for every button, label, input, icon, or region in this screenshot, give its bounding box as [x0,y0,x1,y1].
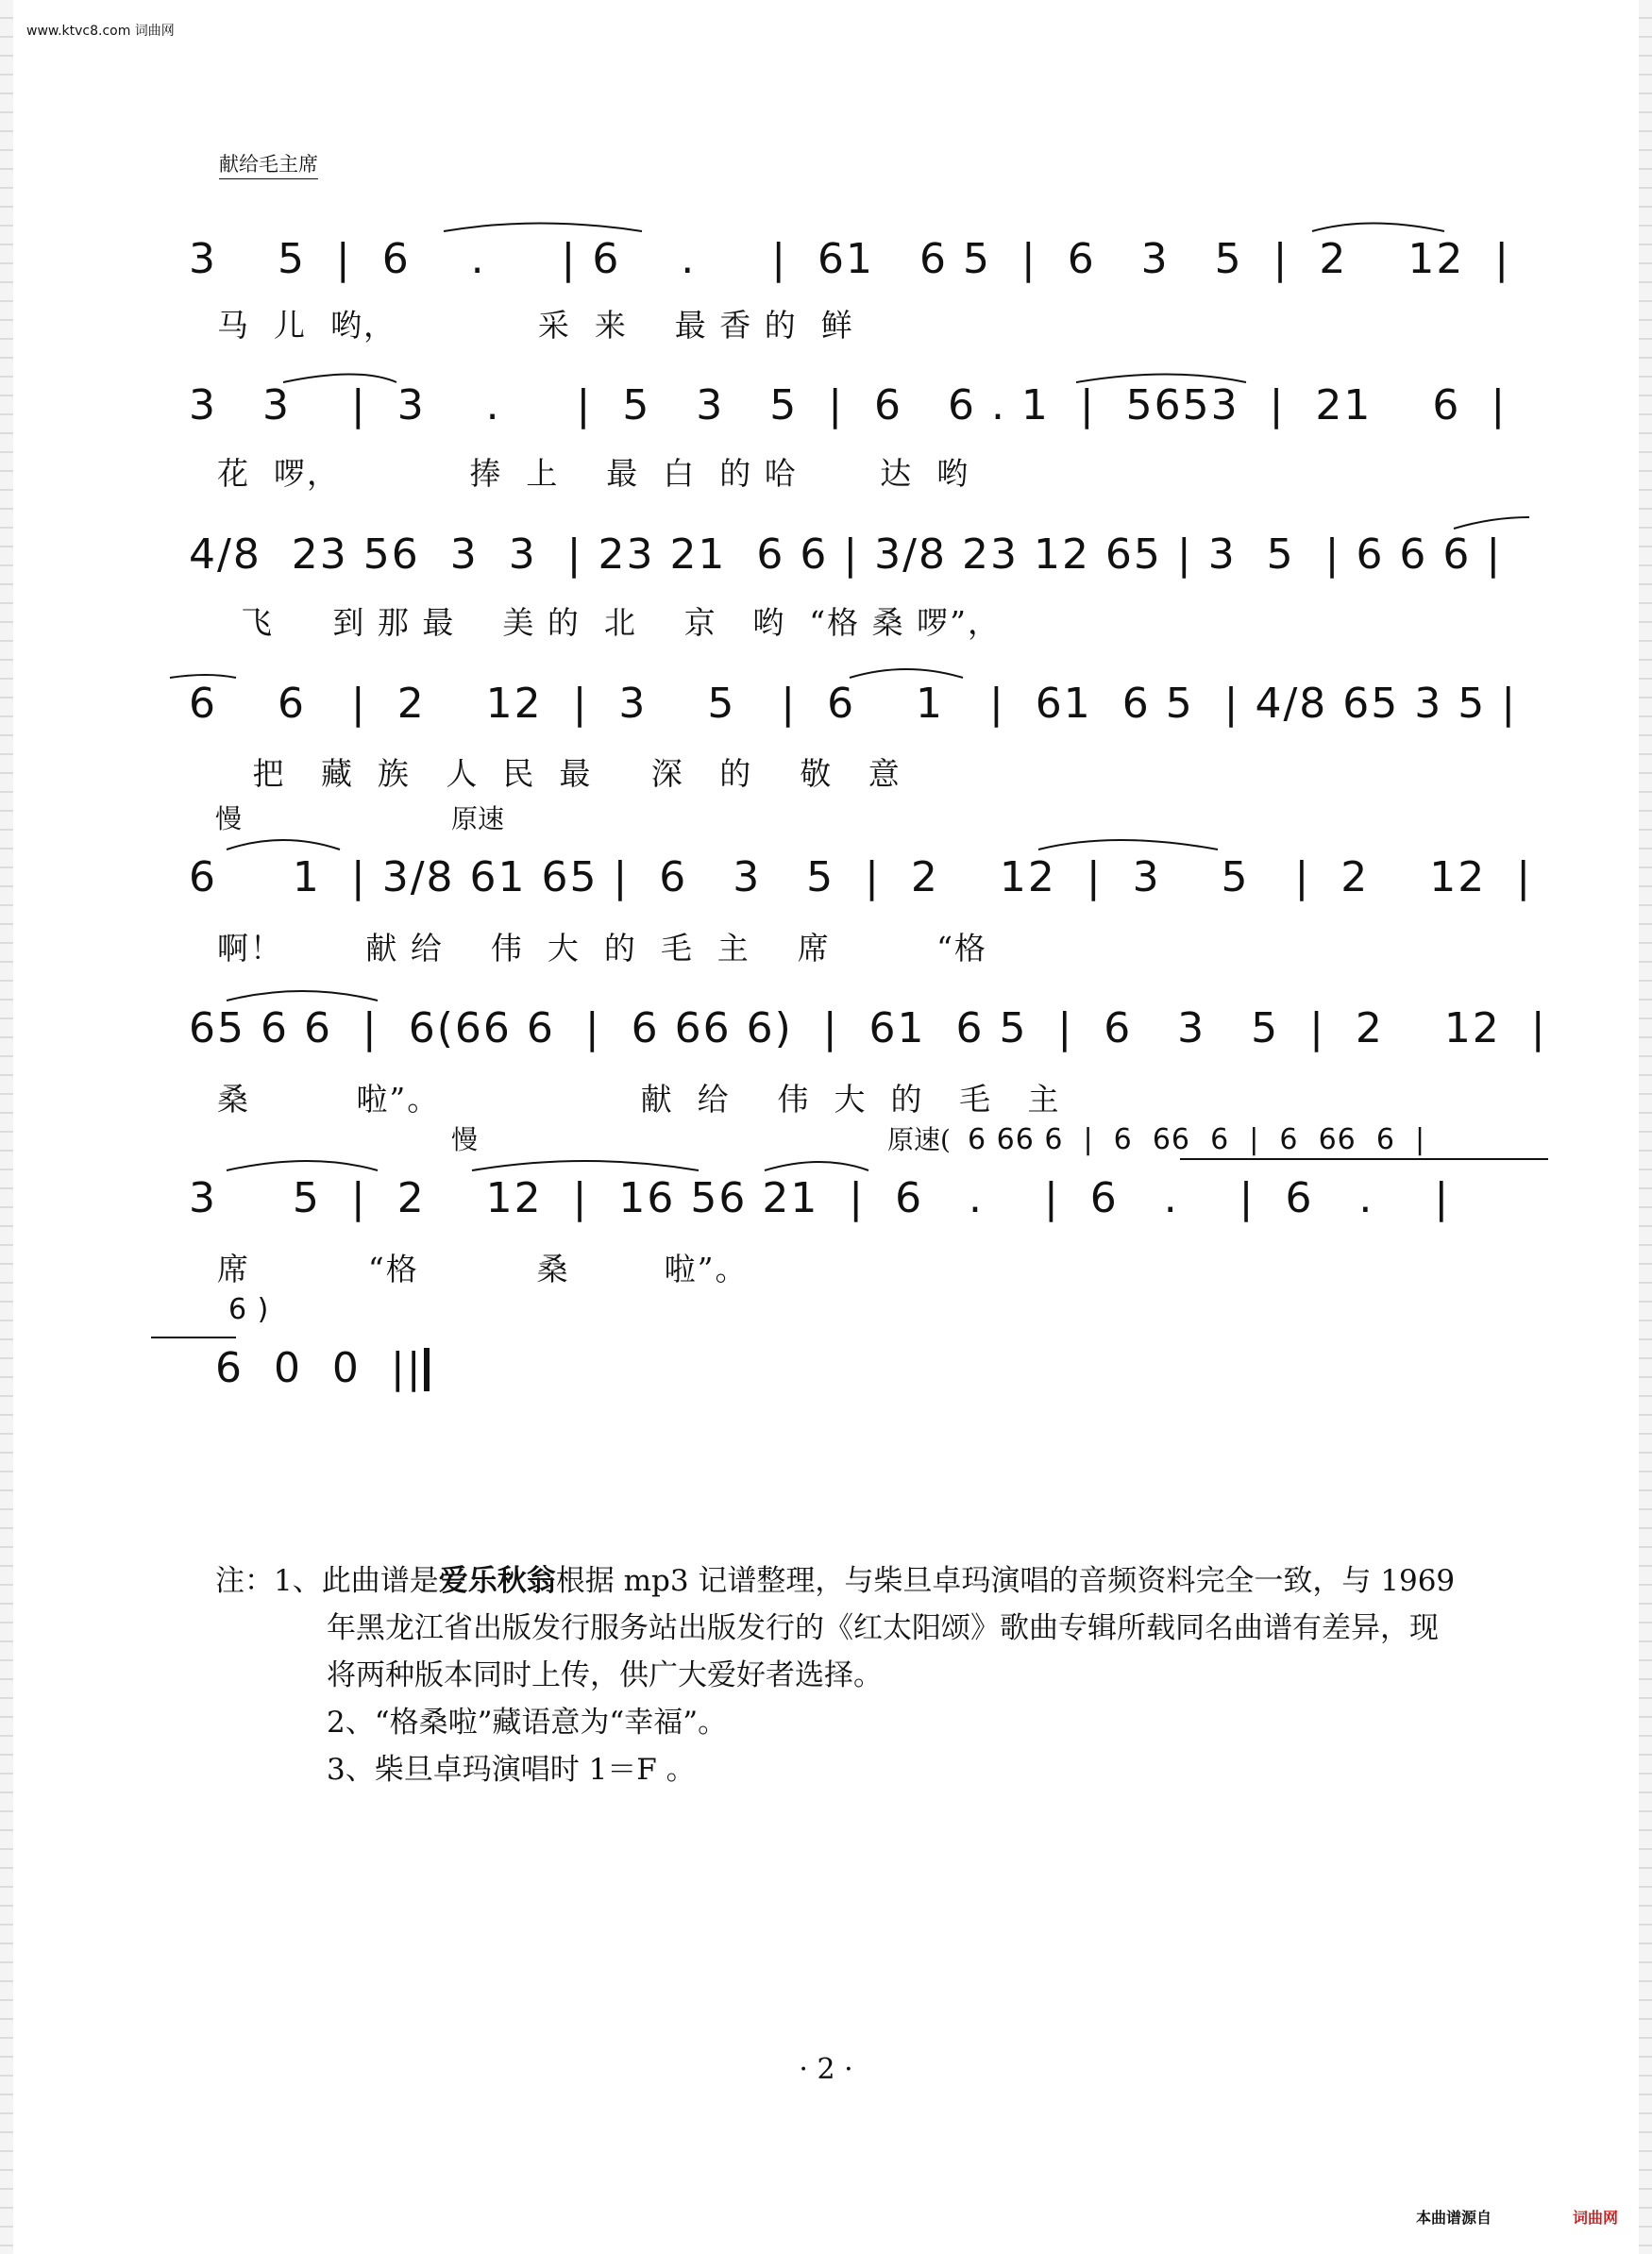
tempo-slow-2: 慢 [451,1124,479,1155]
right-margin-strip [1639,0,1652,2254]
score-line-2: 3 3 | 3 . | 5 3 5 | 6 6 . 1 | 5653 | 21 6 | [189,381,1508,429]
note-2: 2、“格桑啦”藏语意为“幸福”。 [327,1706,728,1740]
tempo-original-1: 原速 [451,803,505,834]
lyric-line-1: 马 儿 哟， 采 来 最 香 的 鲜 [217,307,854,344]
lyric-line-5: 啊！ 献 给 伟 大 的 毛 主 席 “格 [217,930,988,967]
notes-label: 注： [215,1564,274,1598]
tempo-slow-1: 慢 [215,803,243,834]
score-line-1: 3 5 | 6 . | 6 . | 61 6 5 | 6 3 5 | 2 12 | [189,235,1511,283]
page-number: · 2 · [799,2053,853,2086]
song-title: 献给毛主席 [219,149,318,179]
lyric-line-4: 把 藏 族 人 民 最 深 的 敬 意 [217,755,902,792]
note-3: 3、柴旦卓玛演唱时 1＝F 。 [327,1753,696,1787]
notes-section [215,1557,1518,1793]
score-line-5: 6 1 | 3/8 61 65 | 6 3 5 | 2 12 | 3 5 | 2 12 | [189,853,1533,901]
score-line-7: 3 5 | 2 12 | 16 56 21 | 6 . | 6 . | 6 . | [189,1174,1451,1222]
lyric-line-2: 花 啰， 捧 上 最 白 的 哈 达 哟 [217,455,970,492]
lyric-line-6: 桑 啦”。 献 给 伟 大 的 毛 主 [217,1081,1061,1118]
header-url: www.ktvc8.com 词曲网 [26,24,175,39]
note-1: 注：1、此曲谱是爱乐秋翁根据 mp3 记谱整理，与柴旦卓玛演唱的音频资料完全一致，与 1969 [215,1564,1456,1598]
left-margin-strip [0,0,13,2254]
interlude-close: 6 ) [228,1293,270,1326]
tempo-original-2: 原速( [887,1124,951,1155]
footer-source: 本曲谱源自 [1415,2209,1492,2227]
interlude-notes: 6 66 6 | 6 66 6 | 6 66 6 | [968,1123,1426,1156]
score-line-8: 6 0 0 || [215,1344,423,1392]
lyric-line-3: 飞 到 那 最 美 的 北 京 哟 “格 桑 啰”， [217,604,1001,641]
score-line-6: 65 6 6 | 6(66 6 | 6 66 6) | 61 6 5 | 6 3 5 | 2 12 | [189,1004,1547,1052]
note-1-cont2: 将两种版本同时上传，供广大爱好者选择。 [327,1658,883,1692]
arranger-name: 爱乐秋翁 [438,1564,556,1598]
lyric-line-7: 席 “格 桑 啦”。 [217,1251,749,1287]
note-1-cont: 年黑龙江省出版发行服务站出版发行的《红太阳颂》歌曲专辑所载同名曲谱有差异，现 [327,1611,1439,1645]
footer-site-link[interactable]: 词曲网 [1572,2209,1618,2227]
score-line-4: 6 6 | 2 12 | 3 5 | 6 1 | 61 6 5 | 4/8 65 3 5 | [189,680,1518,728]
score-line-3: 4/8 23 56 3 3 | 23 21 6 6 | 3/8 23 12 65 | 3 5 | 6 6 6 | [189,530,1503,579]
